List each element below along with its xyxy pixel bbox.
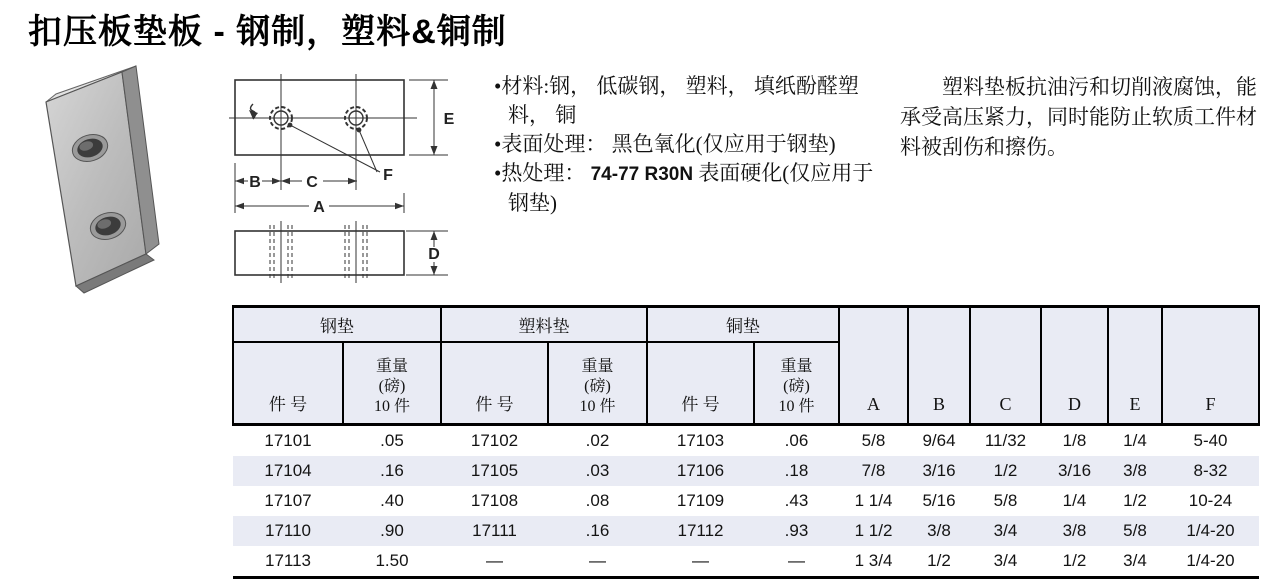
table-cell: 5/16: [922, 491, 956, 510]
table-cell: 3/8: [1123, 461, 1147, 480]
table-cell: 17103: [676, 431, 725, 450]
col-header-copper-part: 件 号: [647, 342, 754, 425]
col-header-d: D: [1041, 307, 1108, 425]
table-cell: 8-32: [1193, 461, 1228, 480]
product-photo: [26, 56, 168, 294]
table-cell: 17104: [264, 461, 312, 480]
spec-heat: [494, 159, 876, 218]
table-cell: —: [486, 551, 503, 570]
table-cell: 1 1/4: [854, 491, 893, 510]
dim-label-c: C: [306, 174, 318, 191]
table-cell: 17110: [264, 521, 311, 540]
table-row: [233, 456, 1259, 486]
group-header-plastic: 塑料垫: [441, 307, 647, 343]
table-cell: 1/4-20: [1186, 551, 1235, 570]
table-cell: 17102: [470, 431, 519, 450]
table-cell: .08: [585, 491, 610, 510]
col-header-b: B: [908, 307, 970, 425]
table-cell: 3/4: [993, 521, 1018, 540]
dim-label-b: B: [249, 174, 261, 191]
table-cell: .06: [784, 431, 809, 450]
pad-block-image: [26, 56, 168, 294]
table-cell: 1/2: [1123, 491, 1147, 510]
table-cell: 17112: [677, 521, 724, 540]
table-cell: 17106: [676, 461, 725, 480]
page-title: 扣压板垫板 - 钢制，塑料&铜制: [28, 13, 507, 51]
col-header-steel-weight: 重量 (磅) 10 件: [343, 342, 441, 425]
table-cell: —: [692, 551, 709, 570]
group-header-copper: 铜垫: [647, 307, 839, 343]
dimension-diagram: [224, 68, 469, 290]
table-cell: 17111: [472, 521, 517, 540]
table-row: [233, 516, 1259, 546]
table-cell: 1 3/4: [854, 551, 893, 570]
col-header-c: C: [970, 307, 1041, 425]
dim-label-f: F: [383, 167, 393, 184]
table-cell: 5/8: [993, 491, 1018, 510]
parts-table: [232, 305, 1260, 579]
dim-label-e: E: [443, 111, 455, 128]
table-row: [233, 546, 1259, 578]
table-cell: 17105: [470, 461, 519, 480]
table-cell: .16: [380, 461, 404, 480]
table-cell: 5/8: [1123, 521, 1147, 540]
table-cell: .93: [784, 521, 809, 540]
table-cell: 5/8: [861, 431, 886, 450]
table-cell: 3/4: [993, 551, 1018, 570]
table-cell: 9/64: [922, 431, 956, 450]
table-cell: .03: [585, 461, 610, 480]
table-row: [233, 486, 1259, 516]
table-cell: 1/4-20: [1186, 521, 1235, 540]
col-header-plastic-part: 件 号: [441, 342, 548, 425]
spec-surface: •表面处理： 黑色氧化(仅应用于钢垫): [494, 132, 836, 156]
table-cell: 3/8: [927, 521, 951, 540]
table-cell: 1.50: [375, 551, 409, 570]
dim-label-d: D: [428, 246, 440, 263]
table-cell: 3/4: [1123, 551, 1147, 570]
table-cell: 7/8: [861, 461, 886, 480]
dim-label-a: A: [313, 199, 325, 216]
description-paragraph: 塑料垫板抗油污和切削液腐蚀，能承受高压紧力，同时能防止软质工件材料被刮伤和擦伤。: [900, 75, 1257, 159]
table-cell: 1/2: [927, 551, 951, 570]
col-header-e: E: [1108, 307, 1162, 425]
table-cell: 1/2: [1062, 551, 1087, 570]
table-cell: .40: [380, 491, 404, 510]
col-header-copper-weight: 重量 (磅) 10 件: [754, 342, 839, 425]
table-cell: 17107: [264, 491, 312, 510]
table-body: [233, 425, 1259, 578]
table-cell: 1 1/2: [854, 521, 893, 540]
table-cell: 1/4: [1062, 491, 1087, 510]
spec-heat-prefix: •热处理：: [494, 161, 591, 185]
table-cell: 17109: [676, 491, 725, 510]
col-header-f: F: [1162, 307, 1259, 425]
table-cell: .16: [585, 521, 610, 540]
table-cell: .18: [784, 461, 809, 480]
table-cell: 5-40: [1193, 431, 1228, 450]
table-cell: 3/8: [1062, 521, 1087, 540]
col-header-a: A: [839, 307, 908, 425]
table-cell: —: [788, 551, 805, 570]
table-cell: .43: [784, 491, 809, 510]
table-cell: .05: [380, 431, 404, 450]
table-row: [233, 425, 1259, 457]
table-cell: 3/16: [1057, 461, 1092, 480]
table-cell: 1/4: [1123, 431, 1147, 450]
table-cell: 17108: [470, 491, 519, 510]
table-cell: 1/2: [993, 461, 1018, 480]
table-cell: 17101: [264, 431, 312, 450]
col-header-steel-part: 件 号: [233, 342, 343, 425]
table-cell: —: [589, 551, 606, 570]
dimension-drawing: [224, 68, 469, 290]
table-cell: 11/32: [984, 431, 1027, 450]
col-header-plastic-weight: 重量 (磅) 10 件: [548, 342, 647, 425]
spec-material: •材料:钢， 低碳钢， 塑料， 填纸酚醛塑料， 铜: [494, 74, 859, 127]
table-cell: .90: [380, 521, 404, 540]
spec-list: [494, 72, 876, 218]
table-cell: .02: [585, 431, 610, 450]
table-cell: 1/8: [1062, 431, 1087, 450]
group-header-steel: 钢垫: [233, 307, 441, 343]
spec-heat-suffix: 表面硬化(仅应用于钢垫): [508, 161, 874, 215]
table-cell: 3/16: [922, 461, 956, 480]
table-cell: 17113: [264, 551, 311, 570]
spec-heat-value: 74-77 R30N: [590, 164, 694, 185]
table-cell: 10-24: [1188, 491, 1233, 510]
